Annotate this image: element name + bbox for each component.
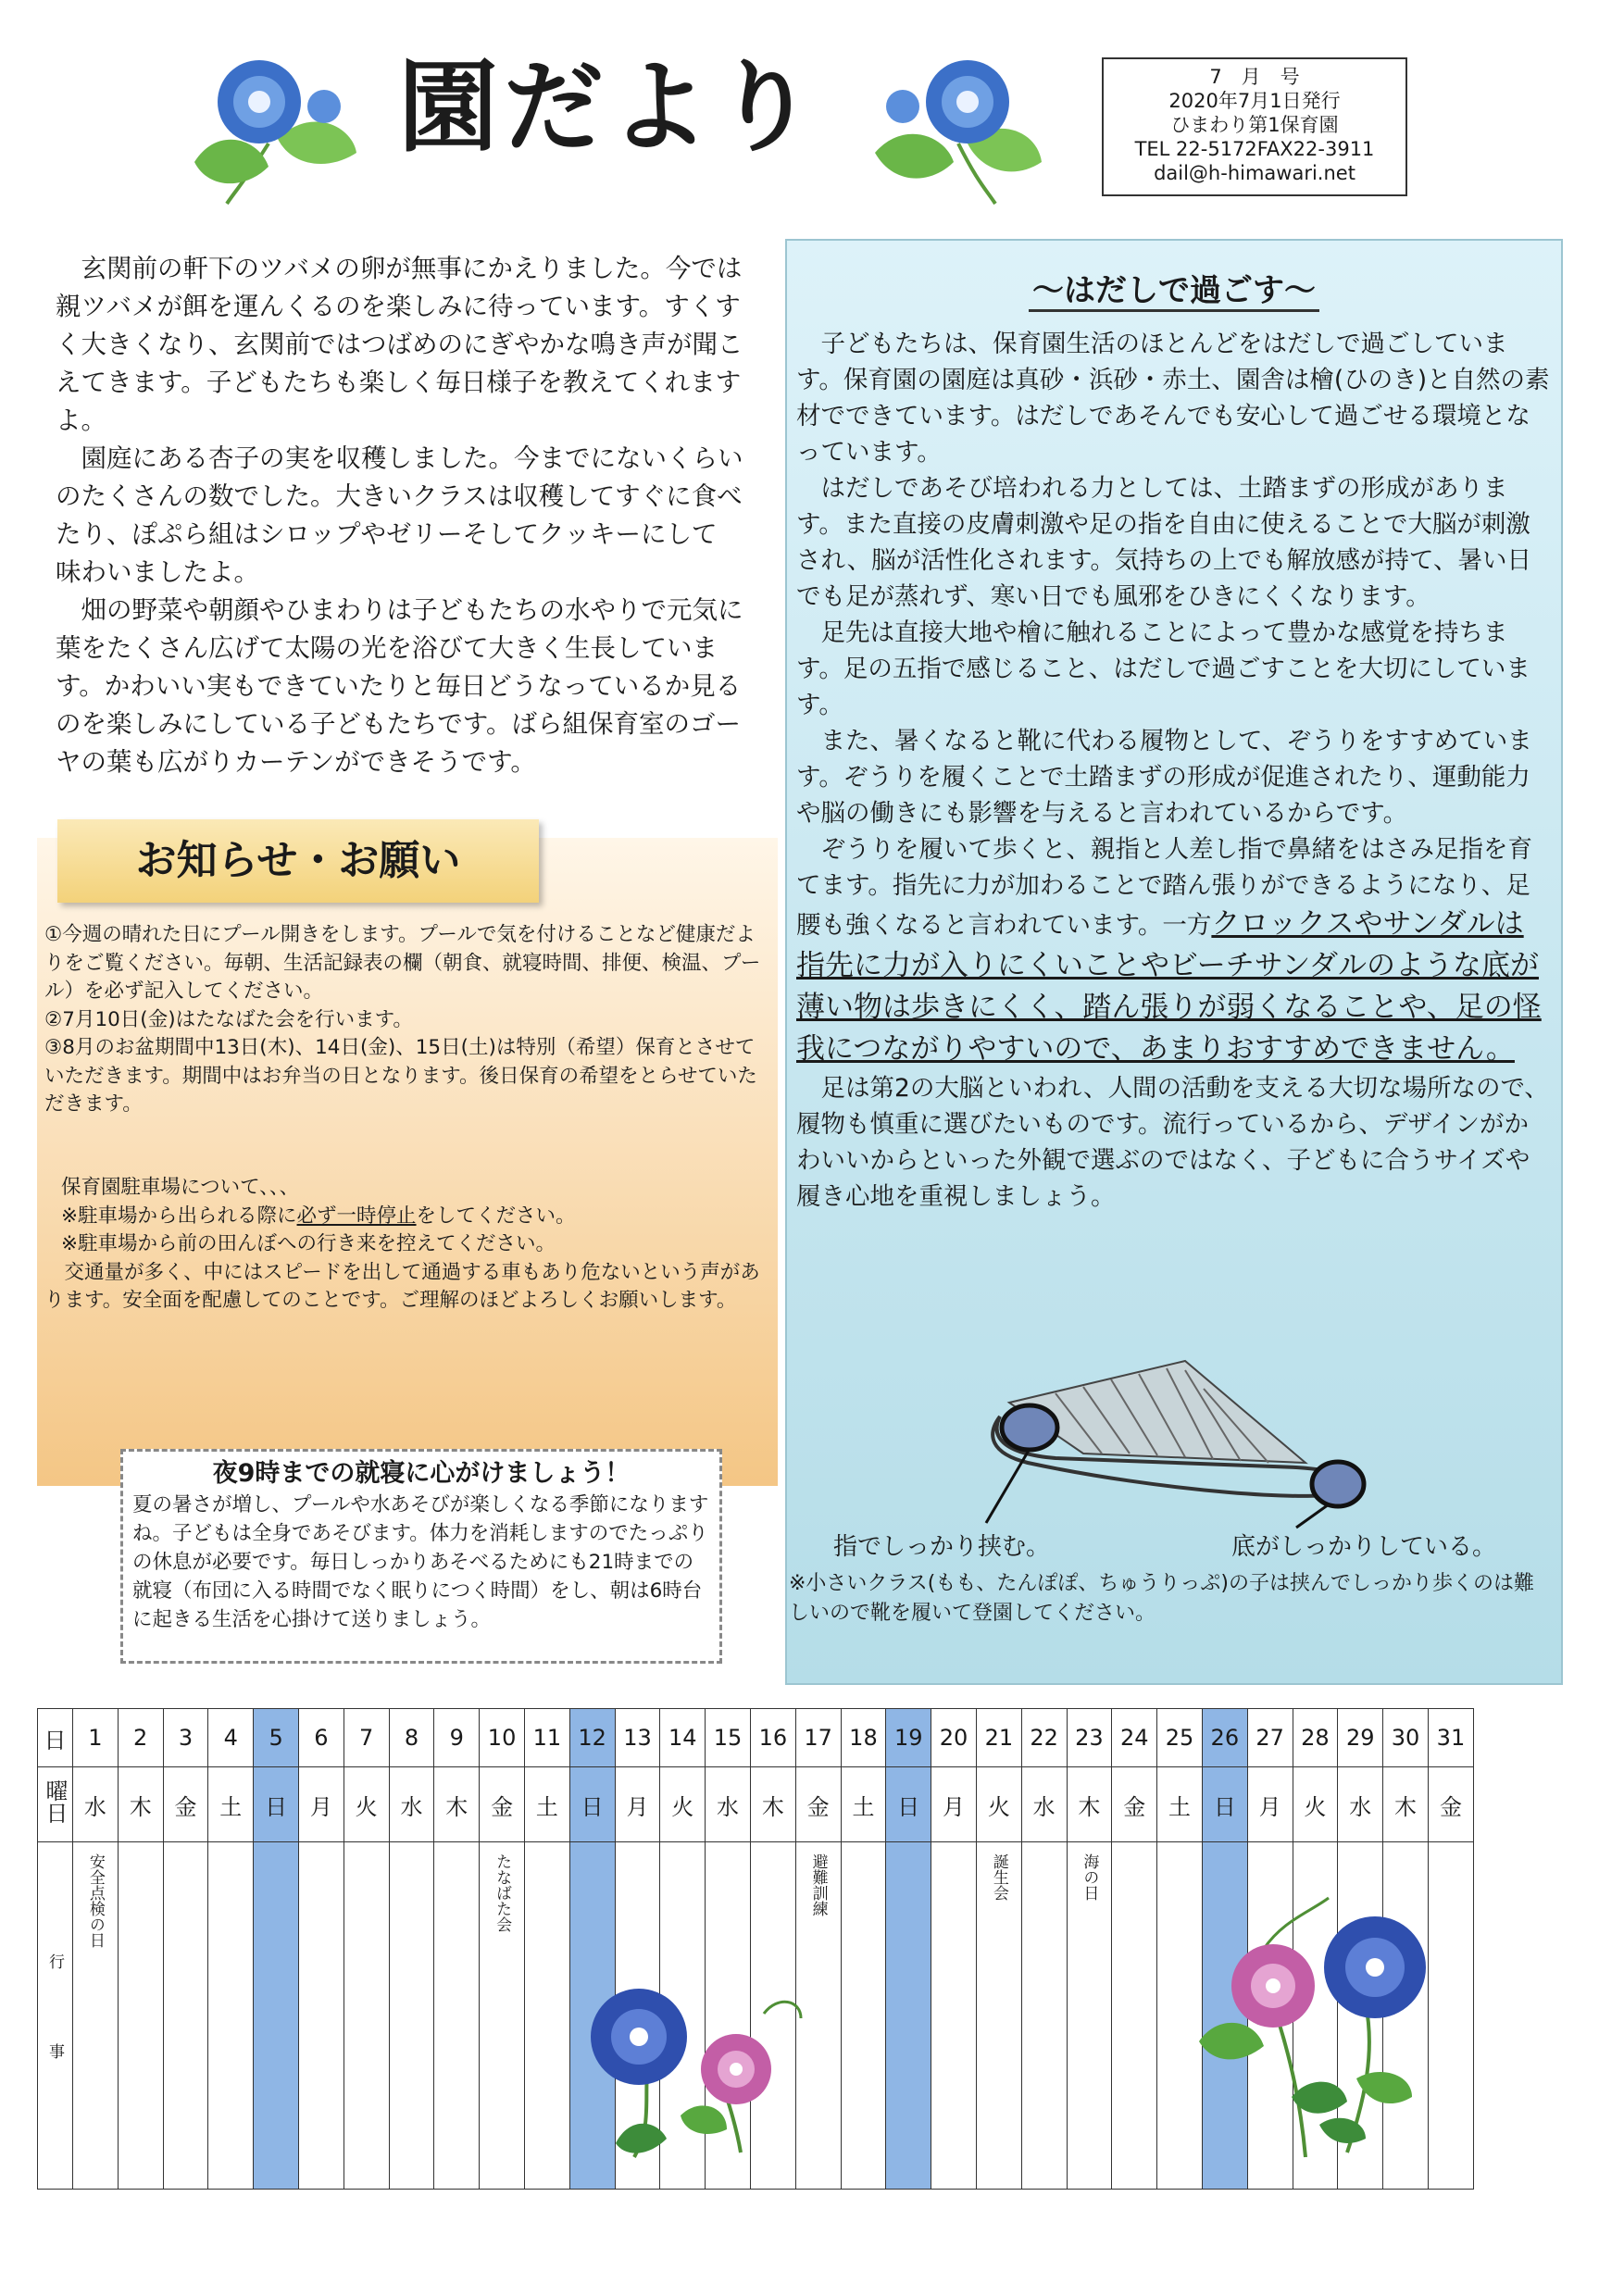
sandal-caption-right: 底がしっかりしている。 <box>1231 1533 1497 1561</box>
calendar-weekday-cell: 木 <box>434 1767 480 1842</box>
calendar-weekday-cell: 日 <box>886 1767 931 1842</box>
barefoot-title <box>785 270 1563 311</box>
calendar-day-cell: 25 <box>1157 1709 1203 1767</box>
calendar-weekday-cell: 日 <box>569 1767 615 1842</box>
calendar-day-cell: 4 <box>208 1709 254 1767</box>
calendar-day-cell: 10 <box>480 1709 525 1767</box>
calendar-weekday-cell: 月 <box>298 1767 344 1842</box>
barefoot-paragraph: はだしであそび培われる力としては、土踏まずの形成があります。また直接の皮膚刺激や足の指を自由に使えることで大脳が刺激され、脳が活性化されます。気持ちの上でも解放感が持て、暑い日でも足が蒸れず、寒い日でも風邪をひきにくくなります。 <box>796 474 1531 611</box>
calendar-weekday-cell: 日 <box>1202 1767 1247 1842</box>
calendar-weekday-cell: 水 <box>1021 1767 1067 1842</box>
calendar-day-cell: 27 <box>1247 1709 1293 1767</box>
notice-item: ①今週の晴れた日にプール開きをします。プールで気を付けることなど健康だよりをご覧ください。毎朝、生活記録表の欄（朝食、就寝時間、排便、検温、プール）を必ず記入してください。 <box>44 923 761 1003</box>
calendar-event-cell <box>524 1842 569 2190</box>
intro-paragraph: 園庭にある杏子の実を収穫しました。今までにないくらいのたくさんの数でした。大きいクラスは収穫してすぐに食べたり、ぽぷら組はシロップやゼリーそしてクッキーにして 味わいましたよ。 <box>56 443 743 587</box>
nursery-name: ひまわり第1保育園 <box>1170 114 1339 136</box>
notice-item: ③8月のお盆期間中13日(木)、14日(金)、15日(土)は特別（希望）保育とさせていただきます。期間中はお弁当の日となります。後日保育の希望をとらせていただきます。 <box>44 1036 757 1116</box>
sleep-box <box>120 1449 722 1664</box>
calendar-weekday-cell: 木 <box>750 1767 795 1842</box>
calendar-weekday-cell: 土 <box>208 1767 254 1842</box>
calendar-day-cell: 30 <box>1383 1709 1429 1767</box>
calendar-day-cell: 5 <box>254 1709 299 1767</box>
parking-note: 交通量が多く、中にはスピードを出して通過する車もあり危ないという声があります。安全面を配慮してのことです。ご理解のほどよろしくお願いします。 <box>44 1260 760 1312</box>
calendar-day-cell: 8 <box>389 1709 434 1767</box>
intro-paragraph: 畑の野菜や朝顔やひまわりは子どもたちの水やりで元気に葉をたくさん広げて太陽の光を浴びて大きく生長しています。かわいい実もできていたりと毎日どうなっているか見るのを楽しみにしている子どもたちです。ばら組保育室のゴーヤの葉も広がりカーテンができそうです。 <box>56 595 743 777</box>
weekday-row-label-text: 曜日 <box>42 1779 68 1824</box>
calendar-event-text: 誕生会 <box>989 1853 1008 1901</box>
calendar-day-cell: 20 <box>931 1709 977 1767</box>
calendar-day-cell: 9 <box>434 1709 480 1767</box>
calendar-day-cell: 15 <box>706 1709 751 1767</box>
calendar-weekday-cell: 金 <box>1112 1767 1157 1842</box>
parking-item: ※駐車場から前の田んぼへの行き来を控えてください。 <box>61 1232 556 1255</box>
parking-item-emphasis: 必ず一時停止 <box>296 1204 417 1228</box>
calendar-event-cell <box>841 1842 886 2190</box>
calendar-event-cell <box>931 1842 977 2190</box>
calendar-event-text: 安全点検の日 <box>85 1853 105 1948</box>
calendar-weekday-cell: 月 <box>931 1767 977 1842</box>
calendar-event-text: たなばた会 <box>493 1853 512 1932</box>
calendar-day-cell: 6 <box>298 1709 344 1767</box>
calendar-day-cell: 31 <box>1428 1709 1473 1767</box>
page-title: 園だより <box>398 50 821 166</box>
calendar-weekday-cell: 木 <box>118 1767 163 1842</box>
calendar-weekday-cell: 日 <box>254 1767 299 1842</box>
calendar-day-cell: 1 <box>73 1709 119 1767</box>
calendar-day-cell: 7 <box>344 1709 389 1767</box>
sandal-illustration <box>972 1352 1398 1537</box>
barefoot-paragraph: 足先は直接大地や檜に触れることによって豊かな感覚を持ちます。足の五指で感じること、はだしで過ごすことを大切にしています。 <box>796 618 1530 719</box>
calendar-event-cell <box>1021 1842 1067 2190</box>
calendar-weekday-cell: 木 <box>1067 1767 1112 1842</box>
parking-item-text: ※駐車場から出られる際に <box>61 1204 297 1228</box>
calendar-day-cell: 16 <box>750 1709 795 1767</box>
calendar-weekday-cell: 水 <box>1338 1767 1383 1842</box>
calendar-day-cell: 21 <box>976 1709 1021 1767</box>
calendar-event-cell <box>886 1842 931 2190</box>
calendar-event-cell <box>434 1842 480 2190</box>
calendar-event-cell <box>976 1842 1021 2190</box>
morning-glory-calendar-right-icon <box>1181 1893 1440 2162</box>
morning-glory-right-icon <box>866 51 1051 208</box>
parking-intro: 保育園駐車場について、、、 <box>61 1176 300 1199</box>
calendar-day-cell: 11 <box>524 1709 569 1767</box>
issue-info-box <box>1102 57 1407 196</box>
calendar-weekday-cell: 火 <box>1293 1767 1338 1842</box>
calendar-weekday-cell: 金 <box>1428 1767 1473 1842</box>
weekday-row-label <box>38 1767 73 1842</box>
notice-item: ②7月10日(金)はたなばた会を行います。 <box>44 1007 413 1031</box>
calendar-weekday-cell: 水 <box>389 1767 434 1842</box>
calendar-weekday-cell: 水 <box>706 1767 751 1842</box>
day-row-label: 日 <box>38 1709 73 1767</box>
barefoot-text <box>796 326 1551 1215</box>
parking-item <box>44 1203 771 1231</box>
parking-notice <box>44 1174 771 1316</box>
event-row-label <box>38 1842 73 2190</box>
calendar-event-cell <box>254 1842 299 2190</box>
calendar-weekday-cell: 木 <box>1383 1767 1429 1842</box>
calendar-day-cell: 14 <box>660 1709 706 1767</box>
calendar-event-cell <box>1112 1842 1157 2190</box>
calendar-day-cell: 22 <box>1021 1709 1067 1767</box>
calendar-day-cell: 17 <box>795 1709 841 1767</box>
calendar-day-cell: 12 <box>569 1709 615 1767</box>
sleep-body: 夏の暑さが増し、プールや水あそびが楽しくなる季節になりますね。子どもは全身であそびます。体力を消耗しますのでたっぷりの休息が必要です。毎日しっかりあそべるためにも21時までの就寝（布団に入る時間でなく眠りにつく時間）をし、朝は6時台に起きる生活を心掛けて送りましょう。 <box>132 1493 709 1631</box>
intro-paragraph: 玄関前の軒下のツバメの卵が無事にかえりました。今では親ツバメが餌を運んくるのを楽しみに待っています。すくすく大きくなり、玄関前ではつばめのにぎやかな鳴き声が聞こえてきます。子どもたちも楽しく毎日様子を教えてくれますよ。 <box>56 254 743 435</box>
morning-glory-left-icon <box>181 51 366 208</box>
calendar-weekday-cell: 火 <box>976 1767 1021 1842</box>
calendar-event-cell <box>208 1842 254 2190</box>
calendar-event-cell <box>73 1842 119 2190</box>
morning-glory-calendar-left-icon <box>579 1977 806 2162</box>
sleep-title: 夜9時までの就寝に心がけましょう！ <box>212 1459 631 1488</box>
calendar-weekday-cell: 火 <box>344 1767 389 1842</box>
barefoot-emphasis: クロックスやサンダルは指先に力が入りにくいことやビーチサンダルのような底が薄い物は歩きにくく、踏ん張りが弱くなることや、足の怪我につながりやすいので、あまりおすすめできません。 <box>796 907 1542 1066</box>
email-address: dail@h-himawari.net <box>1154 162 1355 184</box>
calendar-event-cell <box>1067 1842 1112 2190</box>
notice-list <box>44 921 771 1119</box>
calendar-day-cell: 13 <box>615 1709 660 1767</box>
barefoot-paragraph: 子どもたちは、保育園生活のほとんどをはだしで過ごしています。保育園の園庭は真砂・浜砂・赤土、園舎は檜(ひのき)と自然の素材でできています。はだしであそんでも安心して過ごせる環境となっています。 <box>796 330 1550 467</box>
barefoot-title-text: ～はだしで過ごす～ <box>1029 272 1319 312</box>
calendar-weekday-cell: 土 <box>841 1767 886 1842</box>
calendar-weekday-cell: 金 <box>163 1767 208 1842</box>
calendar-weekday-cell: 金 <box>795 1767 841 1842</box>
barefoot-paragraph: 足は第2の大脳といわれ、人間の活動を支える大切な場所なので、履物も慎重に選びたいものです。流行っているから、デザインがかわいいからといった外観で選ぶのではなく、子どもに合うサイズや履き心地を重視しましょう。 <box>796 1074 1549 1211</box>
calendar-event-cell <box>389 1842 434 2190</box>
calendar-day-cell: 3 <box>163 1709 208 1767</box>
phone-fax: TEL 22-5172FAX22-3911 <box>1134 138 1375 160</box>
calendar-event-cell <box>344 1842 389 2190</box>
issue-month: 7 月 号 <box>1209 66 1300 88</box>
calendar-day-cell: 2 <box>118 1709 163 1767</box>
event-row-label-text: 行事 <box>45 1953 64 2133</box>
barefoot-paragraph-text: ぞうりを履いて歩くと、親指と人差し指で鼻緒をはさみ足指を育てます。指先に力が加わることで踏ん張りができるようになり、足腰も強くなると言われています。一方 <box>796 835 1532 940</box>
calendar-day-cell: 29 <box>1338 1709 1383 1767</box>
calendar-weekday-cell: 月 <box>1247 1767 1293 1842</box>
calendar-day-cell: 19 <box>886 1709 931 1767</box>
calendar-event-text: 避難訓練 <box>808 1853 828 1916</box>
calendar-day-cell: 28 <box>1293 1709 1338 1767</box>
calendar-event-cell <box>298 1842 344 2190</box>
parking-item-text: をしてください。 <box>416 1204 576 1228</box>
calendar-day-row <box>38 1709 1474 1767</box>
calendar-day-cell: 26 <box>1202 1709 1247 1767</box>
issue-date: 2020年7月1日発行 <box>1168 90 1341 112</box>
barefoot-note: ※小さいクラス(もも、たんぽぽ、ちゅうりっぷ)の子は挟んでしっかり歩くのは難しいので靴を履いて登園してください。 <box>789 1572 1534 1625</box>
calendar-event-cell <box>163 1842 208 2190</box>
calendar-day-cell: 18 <box>841 1709 886 1767</box>
calendar-day-cell: 24 <box>1112 1709 1157 1767</box>
calendar-weekday-cell: 土 <box>1157 1767 1203 1842</box>
notice-title: お知らせ・お願い <box>57 819 539 903</box>
calendar-weekday-cell: 月 <box>615 1767 660 1842</box>
calendar-weekday-cell: 火 <box>660 1767 706 1842</box>
calendar-event-text: 海の日 <box>1080 1853 1099 1901</box>
calendar-event-cell <box>118 1842 163 2190</box>
calendar-event-cell <box>480 1842 525 2190</box>
calendar-weekday-row <box>38 1767 1474 1842</box>
barefoot-paragraph: また、暑くなると靴に代わる履物として、ぞうりをすすめています。ぞうりを履くことで土踏まずの形成が促進されたり、運動能力や脳の働きにも影響を与えると言われているからです。 <box>796 727 1532 828</box>
sandal-caption-left: 指でしっかり挟む。 <box>833 1533 1051 1561</box>
barefoot-paragraph <box>796 831 1551 1070</box>
calendar-weekday-cell: 土 <box>524 1767 569 1842</box>
intro-text <box>56 250 759 781</box>
calendar-day-cell: 23 <box>1067 1709 1112 1767</box>
calendar-weekday-cell: 水 <box>73 1767 119 1842</box>
calendar-weekday-cell: 金 <box>480 1767 525 1842</box>
